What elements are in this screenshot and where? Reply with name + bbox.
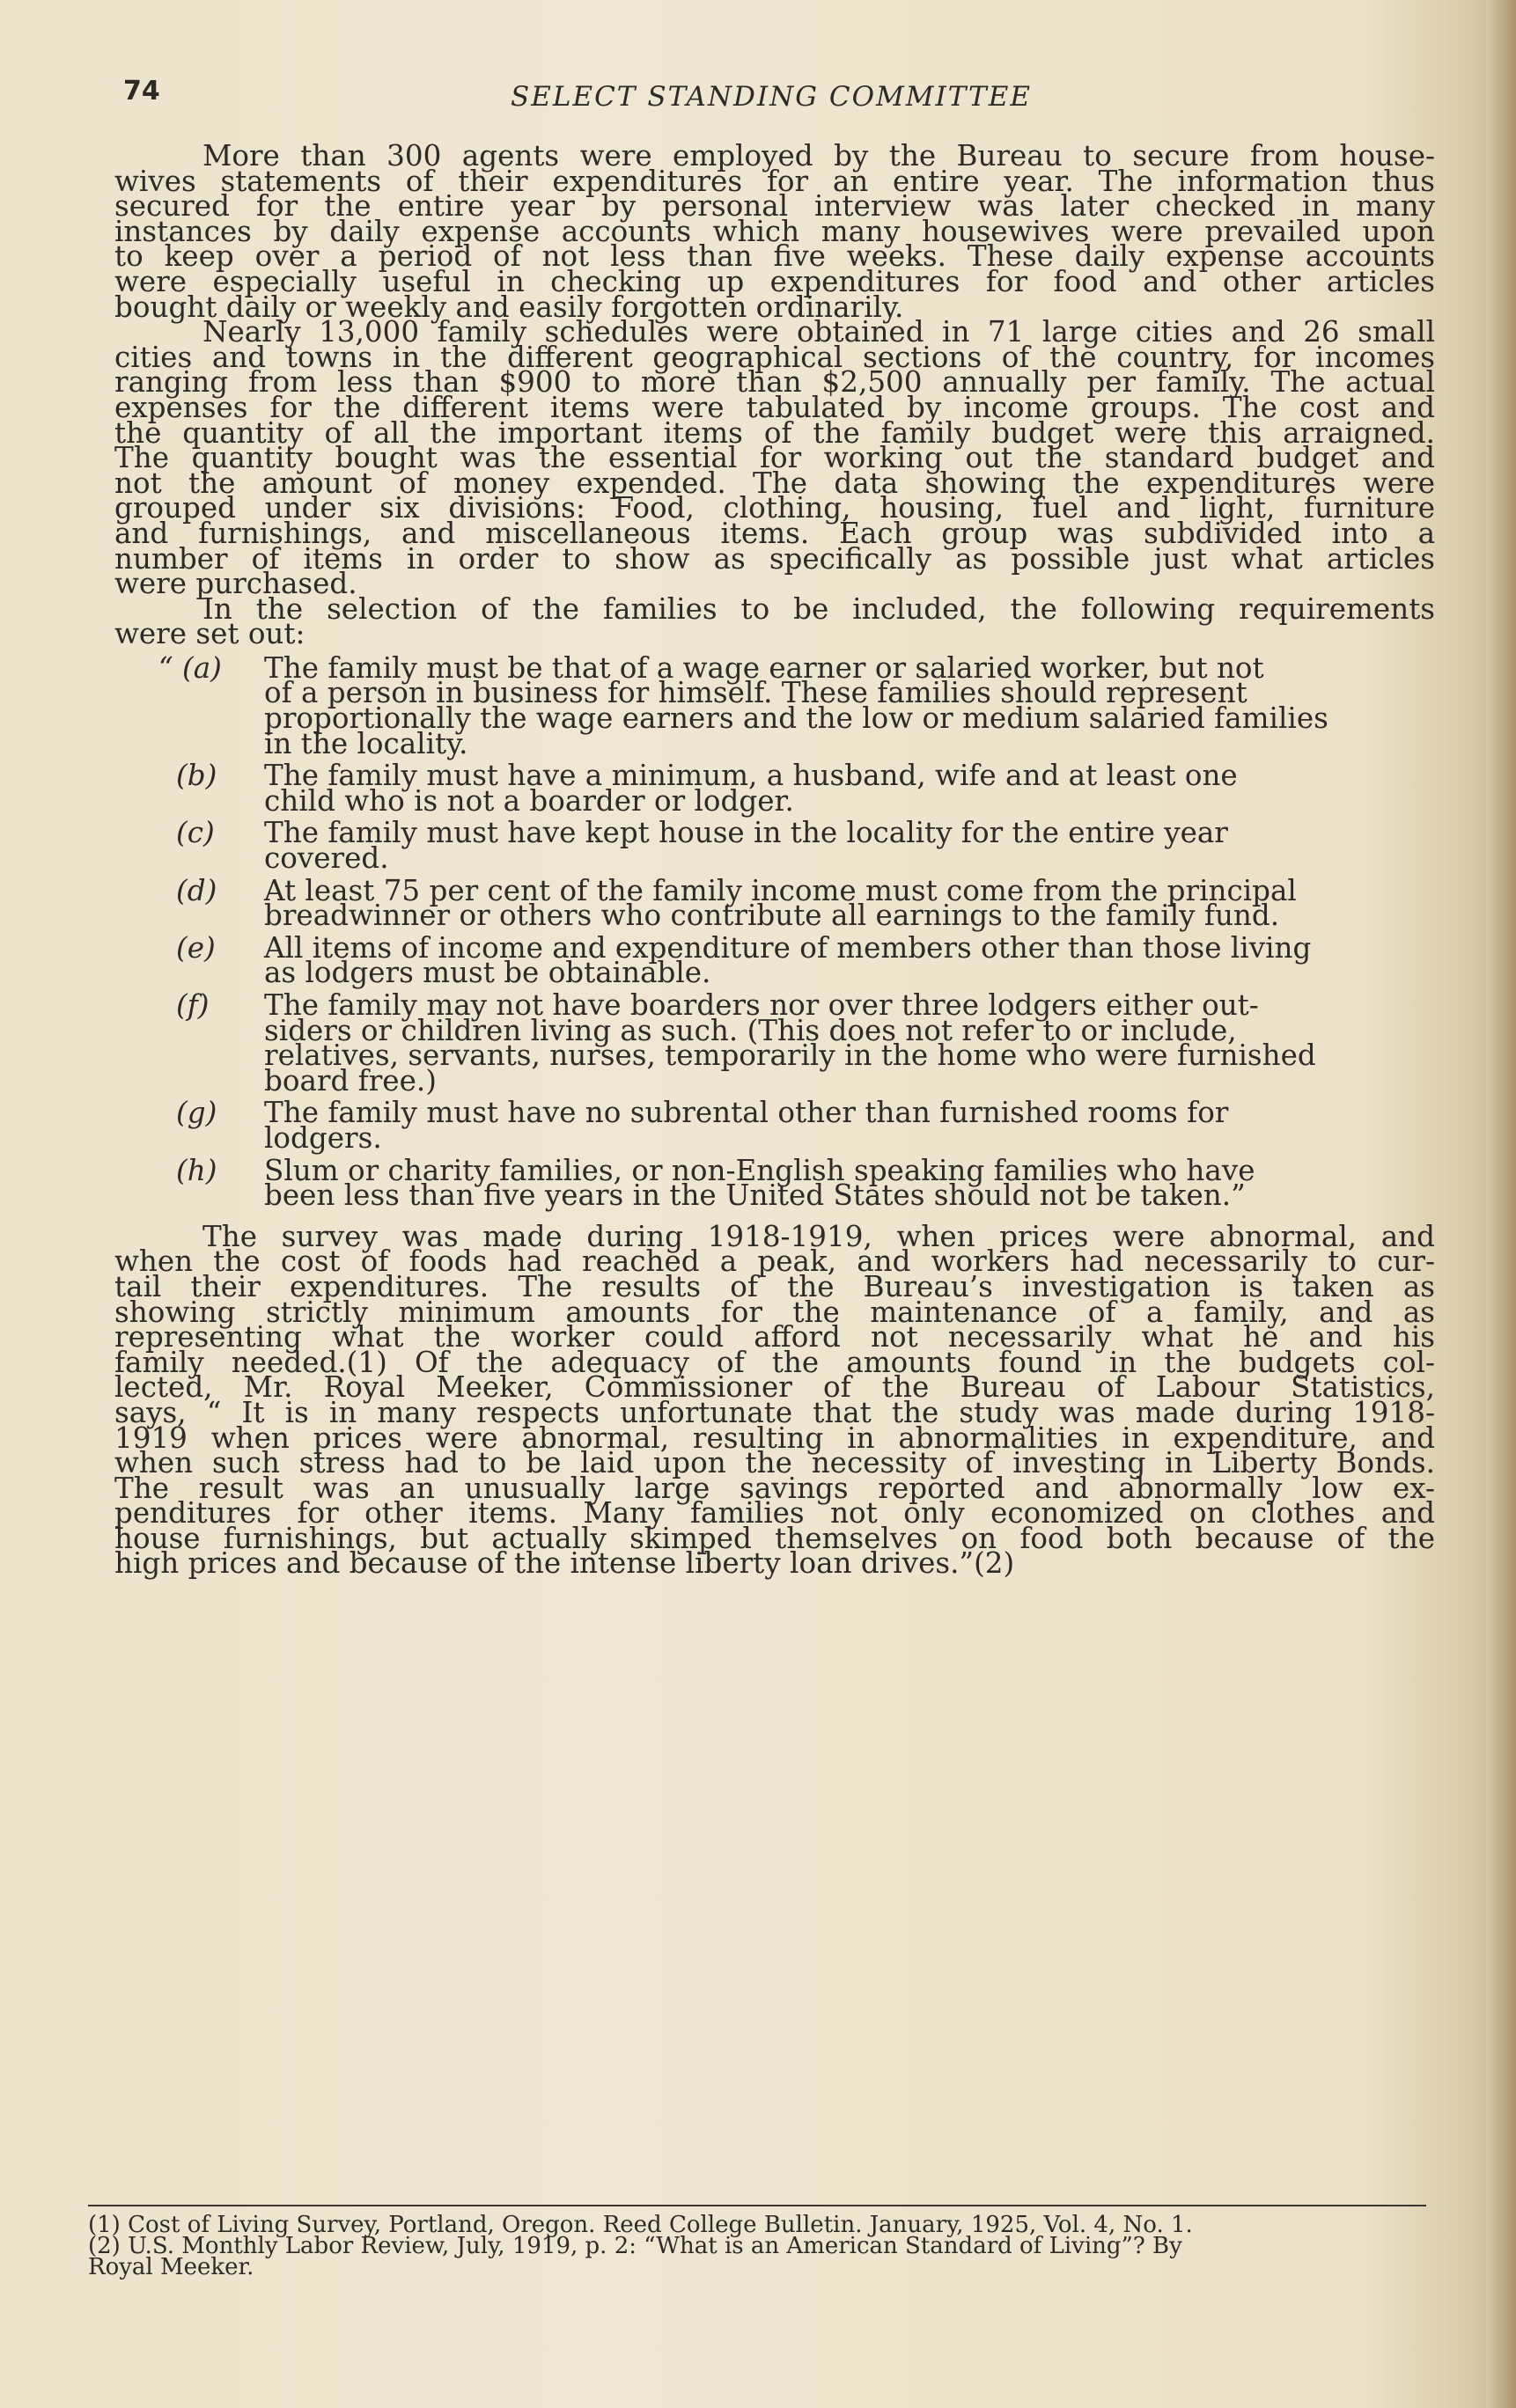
text-line: The result was an unusually large savings reported and abnormally low ex- (114, 1471, 1435, 1505)
text-line: to keep over a period of not less than five weeks. These daily expense accounts (114, 239, 1435, 274)
requirement-b (114, 759, 1435, 818)
body-text (114, 139, 1435, 1581)
footnote-2: (2) U.S. Monthly Labor Review, July, 1919, p. 2: “What is an American Standard of Living”? By (88, 2233, 1182, 2259)
requirement-f (114, 988, 1435, 1098)
text-line: proportionally the wage earners and the low or medium salaried families (264, 701, 1328, 736)
footnotes (88, 2214, 1444, 2278)
text-line: In the selection of the families to be included, the following requirements (202, 591, 1435, 626)
text-line: siders or children living as such. (This does not refer to or include, (264, 1013, 1237, 1047)
text-line: The family must have kept house in the locality for the entire year (264, 816, 1228, 850)
text-line: not the amount of money expended. The data showing the expenditures were (114, 466, 1435, 500)
text-line: secured for the entire year by personal interview was later checked in many (114, 189, 1435, 224)
requirement-marker: “ (a) (158, 650, 222, 685)
text-line: The family may not have boarders nor over three lodgers either out- (264, 988, 1259, 1022)
page-number: 74 (123, 76, 160, 106)
text-line: been less than five years in the United States should not be taken.” (264, 1178, 1246, 1213)
requirement-marker: (e) (176, 930, 216, 965)
text-line: lodgers. (264, 1120, 382, 1155)
text-line: number of items in order to show as specifically as possible just what articles (114, 541, 1435, 576)
requirement-g (114, 1096, 1435, 1155)
requirements-list (114, 650, 1435, 1213)
text-line: when such stress had to be laid upon the necessity of investing in Liberty Bonds. (114, 1446, 1435, 1480)
text-line: The survey was made during 1918-1919, when prices were abnormal, and (202, 1219, 1435, 1253)
requirement-marker: (f) (176, 988, 210, 1022)
text-line: child who is not a boarder or lodger. (264, 783, 794, 818)
text-line: wives statements of their expenditures for an entire year. The information thus (114, 164, 1435, 198)
text-line: covered. (264, 841, 389, 876)
requirement-marker: (d) (176, 873, 217, 907)
requirement-marker: (b) (176, 759, 217, 793)
text-line: expenses for the different items were tabulated by income groups. The cost and (114, 390, 1435, 424)
footnote-1: (1) Cost of Living Survey, Portland, Oregon. Reed College Bulletin. January, 1925, Vol. 4, No. 1. (88, 2212, 1193, 2238)
requirement-c (114, 816, 1435, 876)
text-line: high prices and because of the intense liberty loan drives.”(2) (114, 1546, 1015, 1581)
text-line: bought daily or weekly and easily forgotten ordinarily. (114, 290, 904, 324)
text-line: when the cost of foods had reached a peak, and workers had necessarily to cur- (114, 1244, 1435, 1279)
text-line: of a person in business for himself. These families should represent (264, 676, 1247, 710)
footnote-2-continued: Royal Meeker. (88, 2254, 254, 2280)
requirement-h (114, 1153, 1435, 1213)
requirement-d (114, 873, 1435, 933)
text-line: the quantity of all the important items of the family budget were this arraigned. (114, 415, 1435, 450)
text-line: Slum or charity families, or non-English speaking families who have (264, 1153, 1255, 1187)
text-line: family needed.(1) Of the adequacy of the amounts found in the budgets col- (114, 1345, 1435, 1379)
page-header (123, 76, 1233, 120)
text-line: All items of income and expenditure of members other than those living (264, 930, 1312, 965)
text-line: showing strictly minimum amounts for the maintenance of a family, and as (114, 1295, 1435, 1329)
text-line: breadwinner or others who contribute all earnings to the family fund. (264, 899, 1280, 933)
paragraph-selection (114, 591, 1435, 651)
page-spine-edge (1486, 0, 1516, 2408)
requirement-a (114, 650, 1435, 760)
paragraph-schedules (114, 315, 1435, 601)
requirement-marker: (g) (176, 1096, 217, 1130)
text-line: At least 75 per cent of the family income must come from the principal (264, 873, 1297, 907)
text-line: relatives, servants, nurses, temporarily in the home who were furnished (264, 1039, 1316, 1073)
text-line: board free.) (264, 1063, 437, 1098)
text-line: cities and towns in the different geographical sections of the country, for incomes (114, 340, 1435, 374)
text-line: Nearly 13,000 family schedules were obtained in 71 large cities and 26 small (202, 315, 1435, 349)
text-line: lected, Mr. Royal Meeker, Commissioner of the Bureau of Labour Statistics, (114, 1370, 1435, 1405)
text-line: grouped under six divisions: Food, clothing, housing, fuel and light, furniture (114, 491, 1435, 525)
text-line: The quantity bought was the essential for working out the standard budget and (114, 441, 1435, 475)
text-line: The family must have a minimum, a husband, wife and at least one (264, 759, 1238, 793)
requirement-e (114, 930, 1435, 990)
paragraph-agents (114, 139, 1435, 324)
text-line: were especially useful in checking up expenditures for food and other articles (114, 264, 1435, 298)
text-line: instances by daily expense accounts which many housewives were prevailed upon (114, 214, 1435, 248)
text-line: 1919 when prices were abnormal, resulting in abnormalities in expenditure, and (114, 1421, 1435, 1455)
text-line: tail their expenditures. The results of the Bureau’s investigation is taken as (114, 1269, 1435, 1303)
text-line: house furnishings, but actually skimped themselves on food both because of the (114, 1521, 1435, 1555)
paragraph-survey (114, 1219, 1435, 1581)
text-line: penditures for other items. Many families not only economized on clothes and (114, 1496, 1435, 1531)
requirement-marker: (h) (176, 1153, 217, 1187)
text-line: ranging from less than $900 to more than $2,500 annually per family. The actual (114, 365, 1435, 400)
text-line: were set out: (114, 617, 305, 651)
text-line: in the locality. (264, 726, 468, 760)
footnote-divider (88, 2205, 1426, 2206)
text-line: as lodgers must be obtainable. (264, 956, 711, 990)
running-title: SELECT STANDING COMMITTEE (511, 81, 1032, 113)
requirement-marker: (c) (176, 816, 215, 850)
text-line: says, “ It is in many respects unfortunate that the study was made during 1918- (114, 1395, 1435, 1429)
text-line: were purchased. (114, 567, 357, 601)
text-line: The family must have no subrental other than furnished rooms for (264, 1096, 1229, 1130)
text-line: representing what the worker could afford not necessarily what he and his (114, 1320, 1435, 1354)
text-line: and furnishings, and miscellaneous items. Each group was subdivided into a (114, 516, 1435, 550)
text-line: More than 300 agents were employed by the Bureau to secure from house- (202, 139, 1435, 173)
text-line: The family must be that of a wage earner or salaried worker, but not (264, 650, 1264, 685)
